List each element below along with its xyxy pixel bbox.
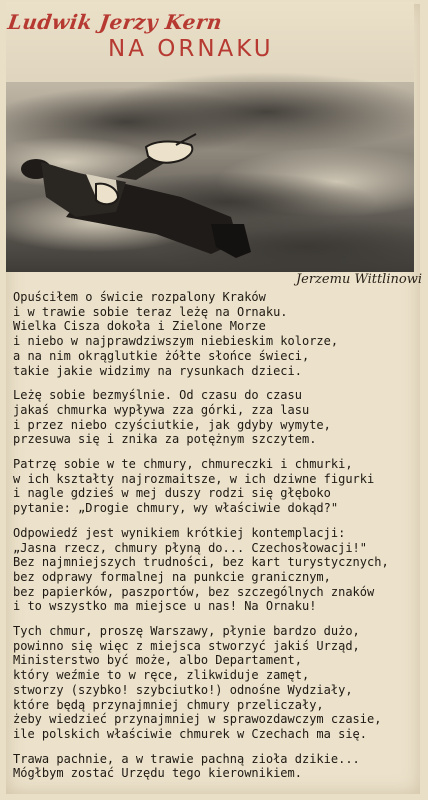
poem-line: i przez niebo czyściutkie, jak gdyby wymyte,	[13, 417, 331, 432]
poem-line: Opuściłem o świcie rozpalony Kraków	[13, 290, 266, 304]
poem-line: bez papierków, paszportów, bez szczególnych znaków	[13, 584, 375, 599]
poem-line: przesuwa się i znika za potężnym szczytem.	[13, 432, 317, 447]
stanza-3	[13, 457, 413, 516]
poem-line: w ich kształty najrozmaitsze, w ich dziwne figurki	[13, 471, 375, 486]
stanza-4	[13, 526, 413, 614]
poem-line: „Jasna rzecz, chmury płyną do... Czechosłowacji!"	[13, 540, 368, 555]
poem-line: i nagle gdzieś w mej duszy rodzi się głęboko	[13, 486, 331, 501]
stanza-5	[13, 624, 413, 742]
poem-line: które będą przynajmniej chmury przeliczały,	[13, 697, 324, 712]
poem-line: i to wszystko ma miejsce u nas! Na Ornaku!	[13, 599, 317, 614]
poem-line: Patrzę sobie w te chmury, chmureczki i chmurki,	[13, 457, 353, 472]
poem-line: Odpowiedź jest wynikiem krótkiej kontemplacji:	[13, 525, 346, 540]
poem-line: Leżę sobie bezmyślnie. Od czasu do czasu	[13, 388, 302, 403]
author-name: Ludwik Jerzy Kern	[6, 10, 224, 34]
poem-line: bez odprawy formalnej na punkcie granicznym,	[13, 569, 331, 584]
poem-line: powinno się więc z miejsca stworzyć jakiś Urząd,	[13, 638, 360, 653]
poem-line: pytanie: „Drogie chmury, wy właściwie dokąd?"	[13, 501, 339, 516]
poem-line: i niebo w najprawdziwszym niebieskim kolorze,	[13, 334, 339, 349]
poem-line: żeby wiedzieć przynajmniej w sprawozdawczym czasie,	[13, 712, 382, 727]
poem-line: Trawa pachnie, a w trawie pachną zioła dzikie...	[13, 751, 360, 766]
poem-line: takie jakie widzimy na rysunkach dzieci.	[13, 363, 302, 378]
poem-line: Ministerstwo być może, albo Departament,	[13, 653, 302, 668]
poem-line: stworzy (szybko! szybciutko!) odnośne Wydziały,	[13, 682, 353, 697]
poem-line: ile polskich właściwie chmurek w Czechach ma się.	[13, 726, 368, 741]
stanza-6	[13, 752, 413, 781]
poem-title: NA ORNAKU	[108, 36, 274, 62]
poem-line: Tych chmur, proszę Warszawy, płynie bardzo dużo,	[13, 624, 360, 639]
poem-line: a na nim okrąglutkie żółte słońce świeci,	[13, 348, 310, 363]
stanza-2	[13, 388, 413, 447]
stanza-1	[13, 290, 413, 378]
poem-line: Mógłbym zostać Urzędu tego kierownikiem.	[13, 766, 302, 781]
dedication: Jerzemu Wittlinowi	[295, 272, 422, 287]
poem-line: i w trawie sobie teraz leżę na Ornaku.	[13, 304, 288, 319]
poem-line: jakaś chmurka wypływa zza górki, zza lasu	[13, 402, 310, 417]
poem-body	[13, 290, 413, 791]
poem-line: który weźmie to w ręce, zlikwiduje zamęt,	[13, 668, 310, 683]
poem-line: Bez najmniejszych trudności, bez kart turystycznych,	[13, 555, 389, 570]
poem-line: Wielka Cisza dokoła i Zielone Morze	[13, 319, 266, 334]
